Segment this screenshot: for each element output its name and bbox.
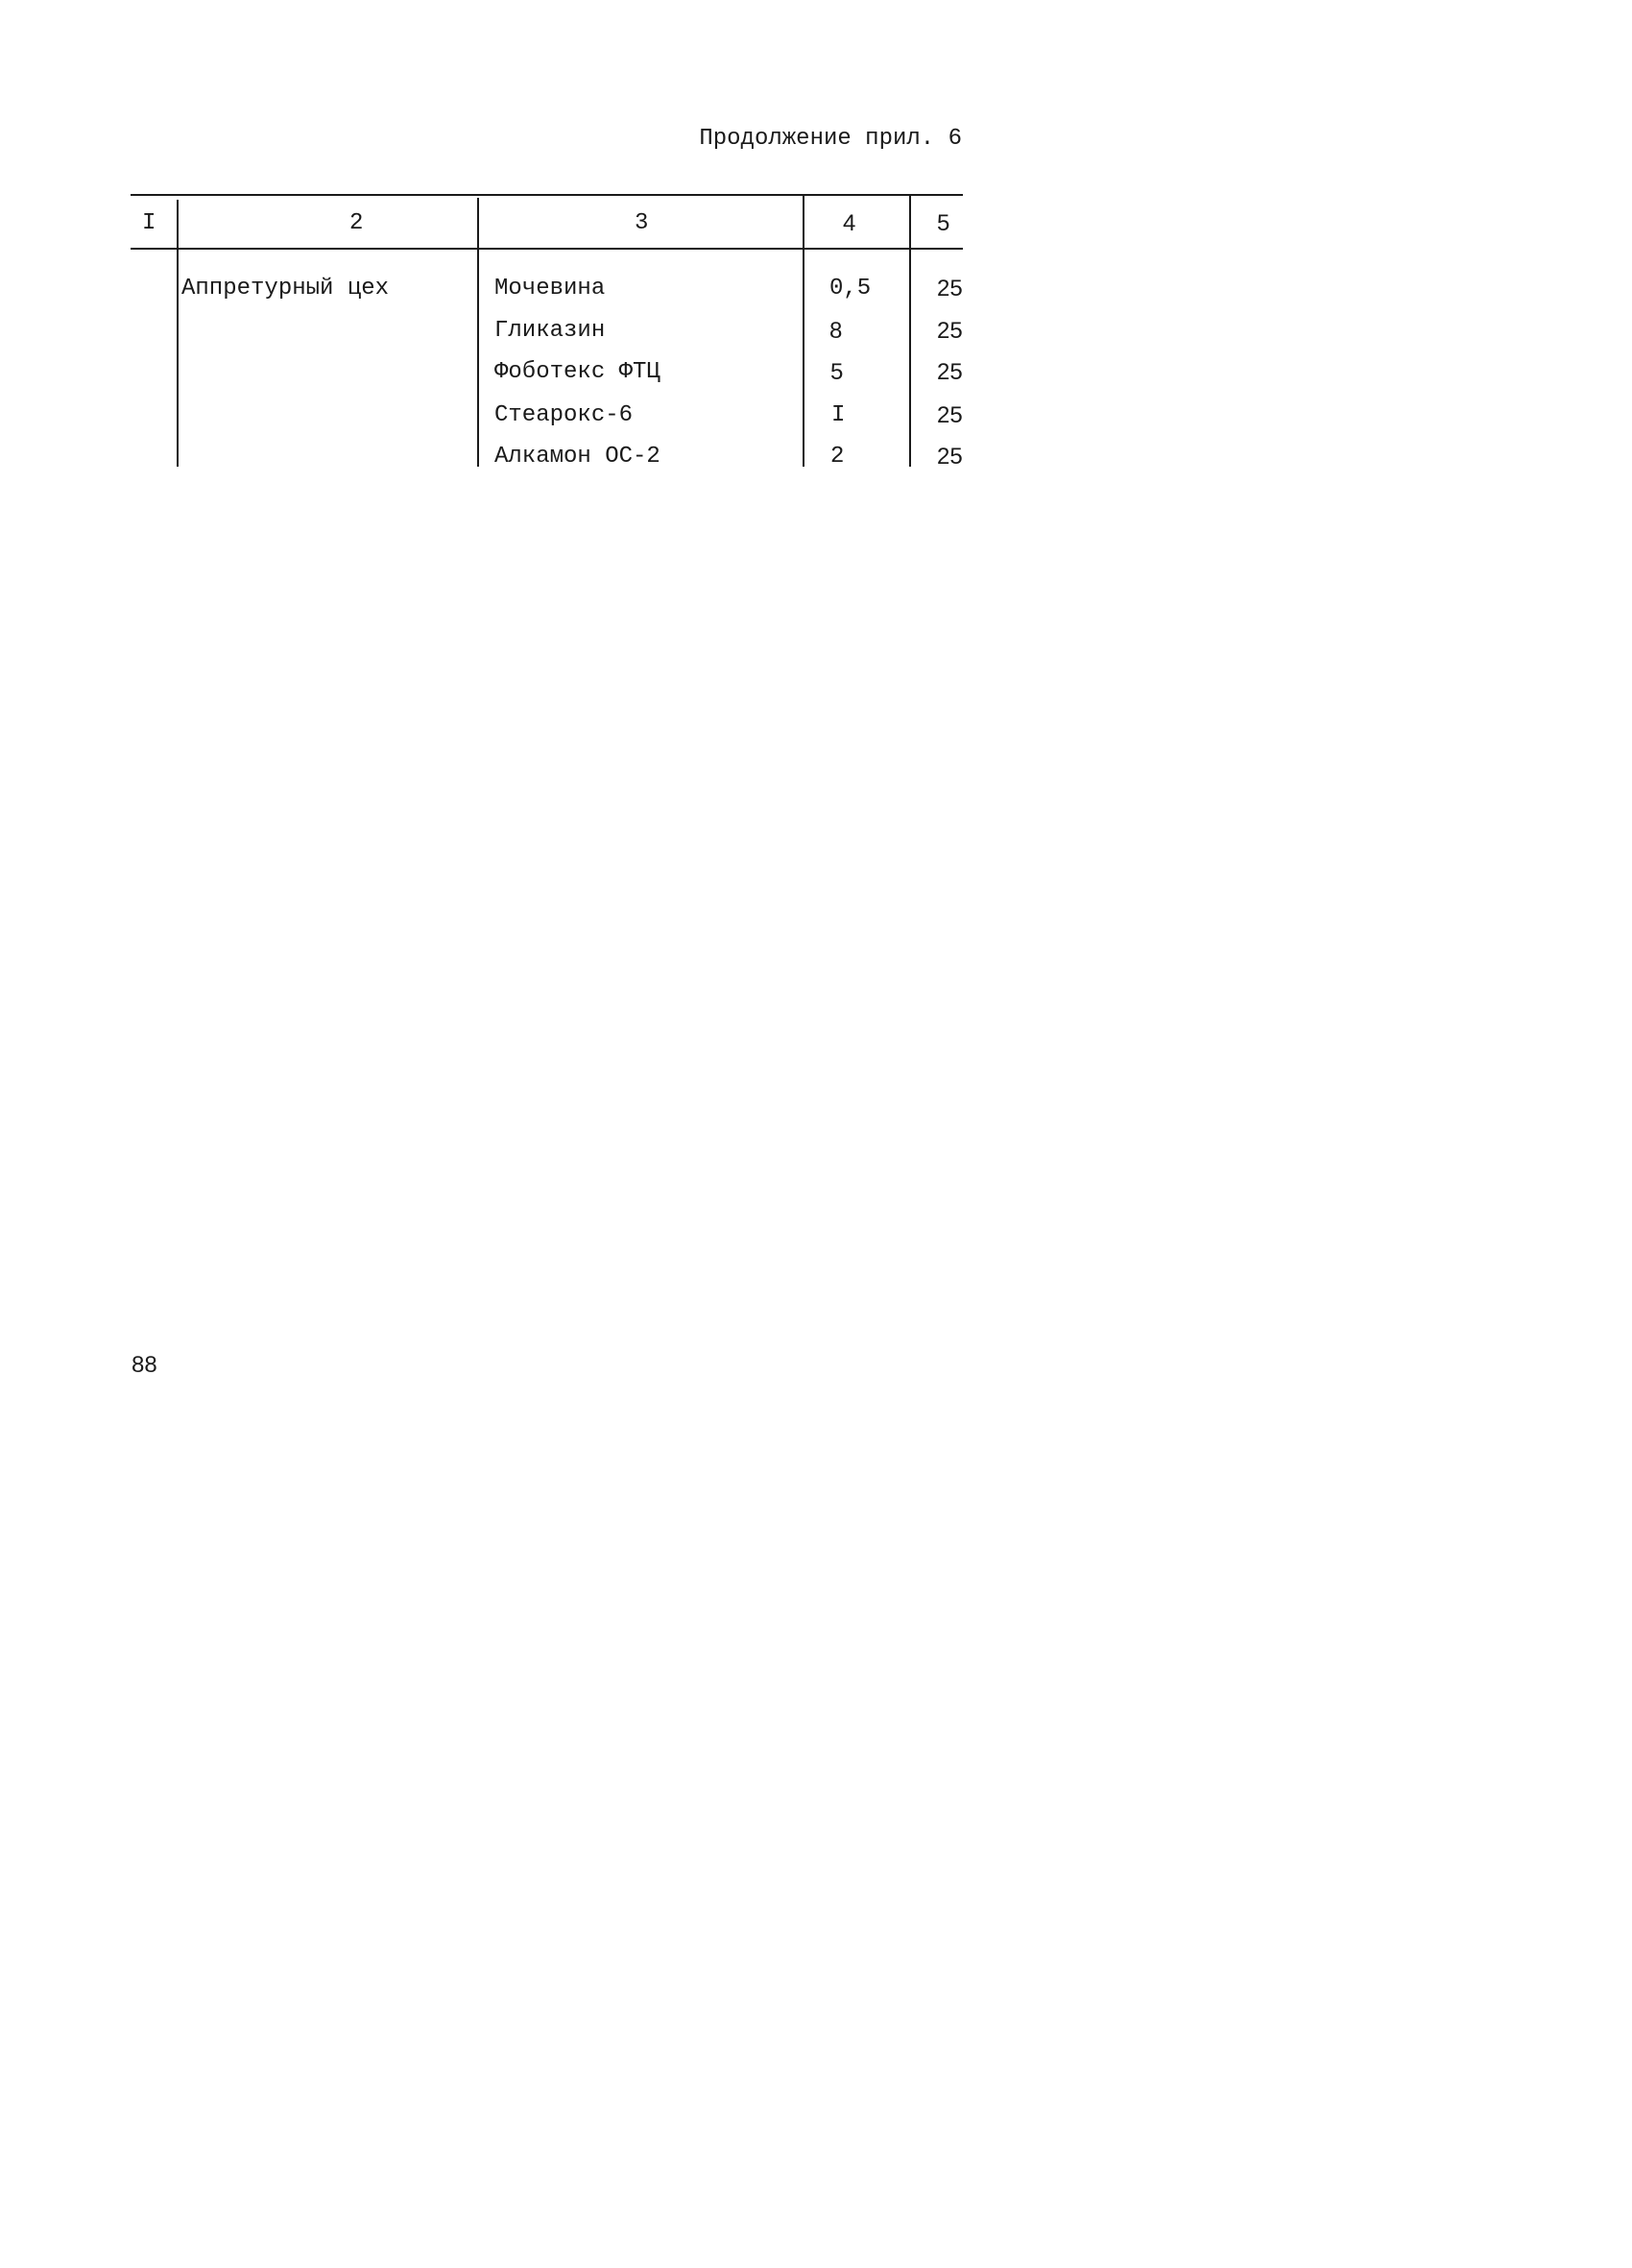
col4-value: 2 <box>830 444 845 470</box>
col4-value: 5 <box>830 359 844 385</box>
substance-name: Стеарокс-6 <box>494 402 634 428</box>
column-divider-2 <box>477 198 479 467</box>
page-number: 88 <box>132 1352 157 1378</box>
substance-name: Фоботекс ФТЦ <box>494 359 660 385</box>
section-name: Аппретурный цех <box>181 276 390 302</box>
header-rule <box>131 248 963 250</box>
table-top-rule <box>131 194 963 196</box>
continuation-caption: Продолжение прил. 6 <box>699 126 962 152</box>
column-divider-3 <box>803 196 804 467</box>
header-col-5: 5 <box>937 210 950 236</box>
substance-name: Гликазин <box>494 318 606 344</box>
column-divider-4 <box>909 196 911 467</box>
col4-value: I <box>831 402 846 428</box>
col5-value: 25 <box>937 402 963 428</box>
substance-name: Алкамон ОС-2 <box>494 444 660 470</box>
header-col-2: 2 <box>349 210 364 236</box>
col5-value: 25 <box>937 318 963 344</box>
col5-value: 25 <box>937 444 963 470</box>
substance-name: Мочевина <box>494 276 606 302</box>
header-col-4: 4 <box>843 210 856 236</box>
header-col-1: I <box>142 210 156 236</box>
col5-value: 25 <box>937 359 963 385</box>
col4-value: 0,5 <box>829 276 872 302</box>
column-divider-1 <box>177 200 179 467</box>
header-col-3: 3 <box>635 210 649 236</box>
col4-value: 8 <box>829 318 843 344</box>
col5-value: 25 <box>937 276 963 302</box>
